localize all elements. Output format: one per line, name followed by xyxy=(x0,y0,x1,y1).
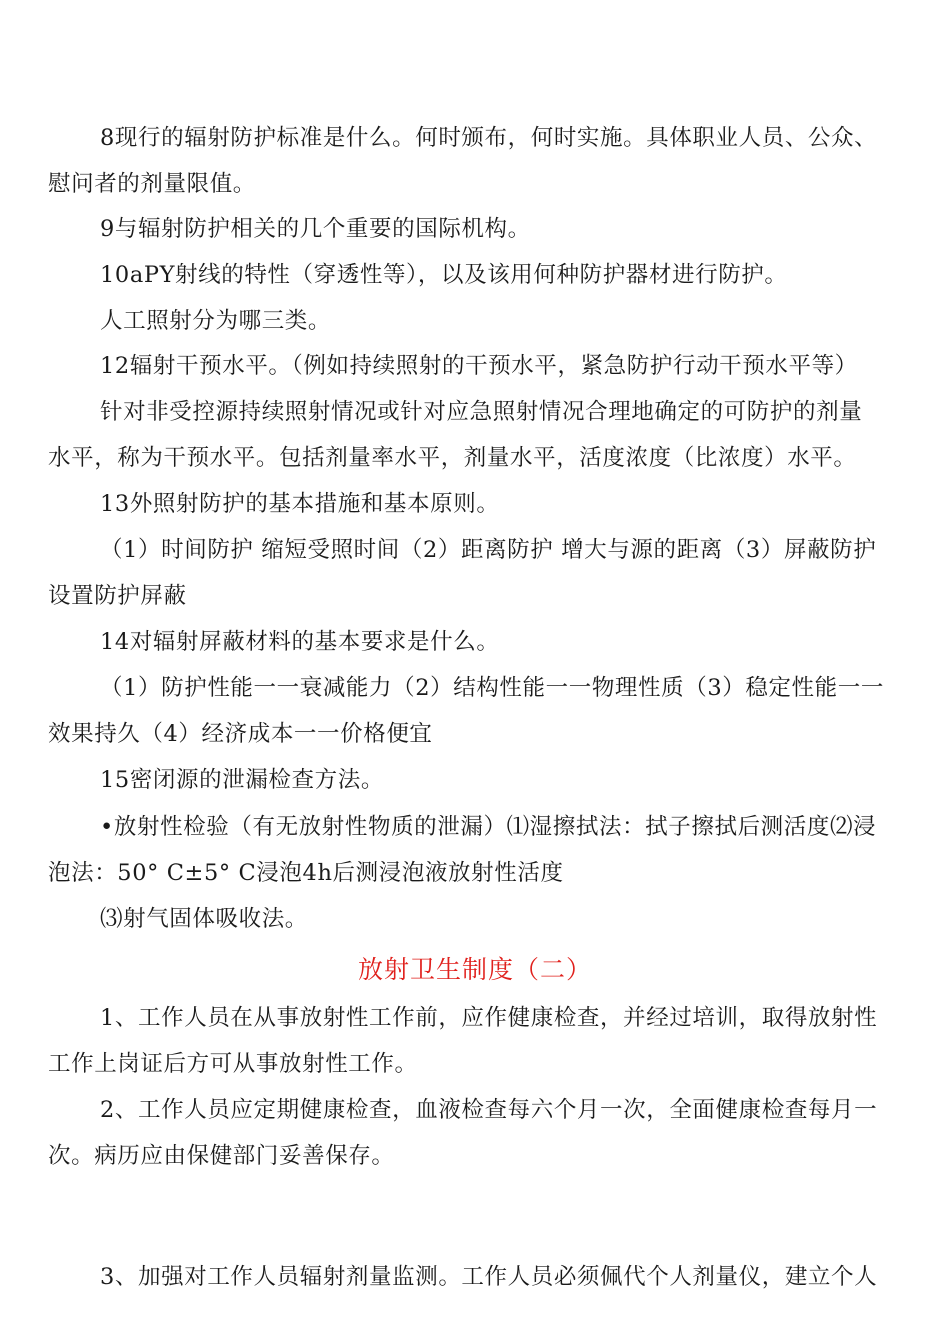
section-title: 放射卫生制度（二） xyxy=(357,955,592,984)
answer-13-line-2: 设置防护屏蔽 xyxy=(48,583,187,609)
answer-14-line-2: 效果持久（4）经济成本一一价格便宜 xyxy=(48,721,433,747)
answer-13-line-1: （1）时间防护 缩短受照时间（2）距离防护 增大与源的距离（3）屏蔽防护 xyxy=(100,537,877,563)
answer-14-line-1: （1）防护性能一一衰减能力（2）结构性能一一物理性质（3）稳定性能一一 xyxy=(100,675,884,701)
question-15: 15密闭源的泄漏检查方法。 xyxy=(100,767,384,793)
question-13: 13外照射防护的基本措施和基本原则。 xyxy=(100,491,500,517)
question-9: 9与辐射防护相关的几个重要的国际机构。 xyxy=(100,216,531,242)
rule-3-line-1: 3、加强对工作人员辐射剂量监测。工作人员必须佩代个人剂量仪，建立个人 xyxy=(100,1264,878,1290)
question-8-line-2: 慰问者的剂量限值。 xyxy=(48,171,256,197)
question-14: 14对辐射屏蔽材料的基本要求是什么。 xyxy=(100,629,500,655)
answer-15-line-1: •放射性检验（有无放射性物质的泄漏）⑴湿擦拭法：拭子擦拭后测活度⑵浸 xyxy=(100,814,877,840)
question-10: 10aPY射线的特性（穿透性等），以及该用何种防护器材进行防护。 xyxy=(100,262,788,288)
rule-1-line-2: 工作上岗证后方可从事放射性工作。 xyxy=(48,1051,418,1077)
rule-1-line-1: 1、工作人员在从事放射性工作前，应作健康检查，并经过培训，取得放射性 xyxy=(100,1005,878,1031)
answer-12-line-2: 水平，称为干预水平。包括剂量率水平，剂量水平，活度浓度（比浓度）水平。 xyxy=(48,445,857,471)
answer-15-line-3: ⑶射气固体吸收法。 xyxy=(100,906,308,932)
rule-2-line-1: 2、工作人员应定期健康检查，血液检查每六个月一次，全面健康检查每月一 xyxy=(100,1097,878,1123)
question-8-line-1: 8现行的辐射防护标准是什么。何时颁布，何时实施。具体职业人员、公众、 xyxy=(100,125,878,151)
answer-12-line-1: 针对非受控源持续照射情况或针对应急照射情况合理地确定的可防护的剂量 xyxy=(100,399,863,425)
question-11: 人工照射分为哪三类。 xyxy=(100,308,332,334)
question-12: 12辐射干预水平。（例如持续照射的干预水平，紧急防护行动干预水平等） xyxy=(100,353,858,379)
answer-15-line-2: 泡法：50° C±5° C浸泡4h后测浸泡液放射性活度 xyxy=(48,860,564,886)
rule-2-line-2: 次。病历应由保健部门妥善保存。 xyxy=(48,1143,395,1169)
